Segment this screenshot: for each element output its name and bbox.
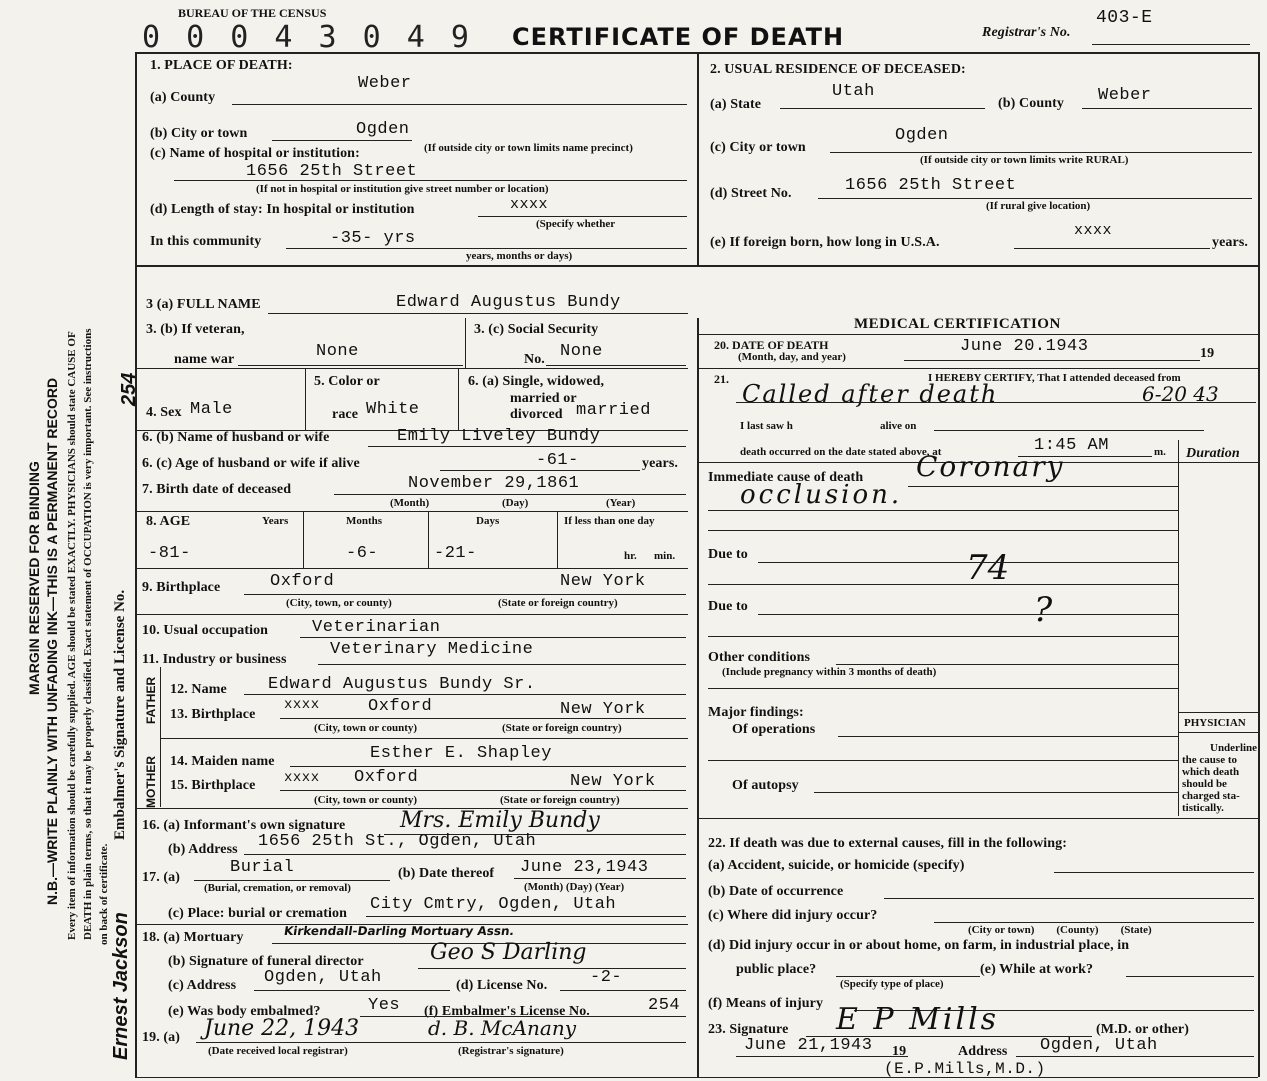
death-occurred: death occurred on the date stated above, at: [740, 446, 942, 458]
birth-year: (Year): [606, 497, 636, 509]
years-months-days: years, months or days): [466, 250, 573, 262]
called-date: 6-20 43: [1142, 382, 1219, 406]
death-m: m.: [1154, 446, 1166, 458]
marital-label-3: divorced: [510, 407, 563, 422]
embalmer-license-label: (f) Embalmer's License No.: [424, 1004, 590, 1019]
mother-bp-label: 15. Birthplace: [170, 778, 256, 793]
md-label: (M.D. or other): [1096, 1022, 1189, 1037]
full-name-label: 3 (a) FULL NAME: [146, 297, 261, 312]
physician-19: 19: [892, 1044, 907, 1059]
community-value: -35- yrs: [330, 229, 416, 248]
due1-value: 74: [966, 548, 1010, 588]
mother-bp-state: New York: [570, 772, 656, 791]
father-bp-city: Oxford: [368, 697, 433, 716]
burial-sub: (Burial, cremation, or removal): [204, 882, 351, 894]
full-name-value: Edward Augustus Bundy: [396, 293, 621, 312]
marital-label-2: married or: [510, 391, 577, 406]
father-bp-xxxx: xxxx: [284, 697, 320, 713]
informant-label: 16. (a) Informant's own signature: [142, 818, 346, 833]
ss-label: 3. (c) Social Security: [474, 322, 599, 337]
physician-note-4: should be: [1182, 778, 1227, 790]
registrar-label: Registrar's No.: [982, 25, 1071, 40]
informant-address: 1656 25th St., Ogden, Utah: [258, 832, 537, 851]
immediate-cause: Coronary: [916, 450, 1065, 483]
father-tag: FATHER: [144, 676, 158, 724]
registrar-sub: (Registrar's signature): [458, 1045, 564, 1057]
father-bp-state: New York: [560, 700, 646, 719]
mortuary-stamp: Kirkendall-Darling Mortuary Assn.: [283, 924, 516, 938]
dod-value: June 20.1943: [960, 337, 1089, 356]
mother-tag: MOTHER: [144, 756, 158, 808]
hospital-value: 1656 25th Street: [246, 162, 418, 181]
funeral-director-label: (b) Signature of funeral director: [168, 954, 364, 969]
physician-note-2: the cause to: [1182, 754, 1237, 766]
sex-value: Male: [190, 400, 233, 419]
father-name-value: Edward Augustus Bundy Sr.: [268, 675, 536, 694]
physician-address: Ogden, Utah: [1040, 1036, 1158, 1055]
mother-bp-xxxx: xxxx: [284, 770, 320, 786]
dod-label: 20. DATE OF DEATH: [714, 338, 829, 352]
last-saw: I last saw h: [740, 420, 793, 432]
file-number: 0 0 0 4 3 0 4 9: [142, 20, 473, 55]
residence-heading: 2. USUAL RESIDENCE OF DECEASED:: [710, 62, 966, 77]
birthplace-state-sub: (State or foreign country): [498, 597, 618, 609]
funeral-address: Ogden, Utah: [264, 968, 382, 987]
ss-value: None: [560, 342, 603, 361]
spouse-years: years.: [642, 456, 678, 471]
margin-reserved: MARGIN RESERVED FOR BINDING: [26, 461, 42, 695]
license-label: (d) License No.: [456, 978, 548, 993]
age-min: min.: [654, 550, 676, 562]
age-days-h: Days: [476, 515, 500, 527]
spouse-age-label: 6. (c) Age of husband or wife if alive: [142, 456, 360, 471]
death-time: 1:45 AM: [1034, 436, 1109, 455]
margin-instructions-2: DEATH in plain terms, so that it may be properly classified. Exact statement of OCCUPATION is very important. See instructions: [82, 328, 94, 940]
occupation-label: 10. Usual occupation: [142, 623, 269, 638]
stay-hospital-value: xxxx: [510, 196, 549, 213]
spouse-label: 6. (b) Name of husband or wife: [142, 430, 330, 445]
dod-sub: (Month, day, and year): [738, 351, 846, 363]
birthplace-state: New York: [560, 572, 646, 591]
city-value: Ogden: [356, 120, 410, 139]
age-days: -21-: [434, 544, 477, 563]
due1-label: Due to: [708, 547, 748, 562]
physician-date: June 21,1943: [744, 1036, 873, 1055]
received-sub: (Date received local registrar): [208, 1045, 348, 1057]
city-label: (b) City or town: [150, 126, 248, 141]
res-state-label: (a) State: [710, 97, 762, 112]
community-label: In this community: [150, 234, 262, 249]
certify-text: I HEREBY CERTIFY, That I attended deceased from: [928, 372, 1181, 384]
marital-value: married: [576, 401, 651, 420]
county-value: Weber: [358, 74, 412, 93]
hospital-label: (c) Name of hospital or institution:: [150, 146, 360, 161]
mother-bp-city-sub: (City, town or county): [314, 794, 418, 806]
res-city-value: Ogden: [895, 126, 949, 145]
external-f: (f) Means of injury: [708, 996, 824, 1011]
res-city-note: (If outside city or town limits write RURAL): [920, 154, 1129, 166]
age-months: -6-: [346, 544, 379, 563]
major-findings-label: Major findings:: [708, 705, 804, 720]
margin-instructions-1: Every item of information should be carefully supplied. AGE should be stated EXACTLY. PHYSICIANS should state CAUSE OF: [66, 331, 78, 940]
father-bp-city-sub: (City, town or county): [314, 722, 418, 734]
page-title: CERTIFICATE OF DEATH: [512, 23, 845, 51]
burial-value: Burial: [230, 858, 295, 877]
operations-label: Of operations: [732, 722, 816, 737]
due2-label: Due to: [708, 599, 748, 614]
external-heading: 22. If death was due to external causes, fill in the following:: [708, 836, 1068, 851]
margin-embalmer-no: 254: [118, 372, 140, 406]
birth-month: (Month): [390, 497, 430, 509]
sex-label: 4. Sex: [146, 405, 182, 420]
res-state-value: Utah: [832, 82, 875, 101]
registrar-number: 403-E: [1096, 8, 1153, 28]
veteran-label: 3. (b) If veteran,: [146, 322, 245, 337]
burial-date-label: (b) Date thereof: [398, 866, 495, 881]
informant-address-label: (b) Address: [168, 842, 238, 857]
war-label: name war: [174, 352, 235, 367]
mortuary-label: 18. (a) Mortuary: [142, 930, 244, 945]
called-after-death: Called after death: [742, 380, 999, 408]
registrar-signature: d. B. McAnany: [428, 1016, 577, 1040]
other-conditions-sub: (Include pregnancy within 3 months of death): [722, 666, 937, 678]
age-lt-day: If less than one day: [564, 515, 655, 527]
physician-note-6: tistically.: [1182, 802, 1224, 814]
physician-label: PHYSICIAN: [1184, 717, 1246, 729]
birth-day: (Day): [502, 497, 529, 509]
age-years-h: Years: [262, 515, 289, 527]
bureau-label: BUREAU OF THE CENSUS: [178, 6, 327, 20]
age-hr: hr.: [624, 550, 637, 562]
res-city-label: (c) City or town: [710, 140, 806, 155]
mother-bp-state-sub: (State or foreign country): [500, 794, 620, 806]
license-value: -2-: [590, 968, 623, 987]
burial-date: June 23,1943: [520, 858, 649, 877]
burial-place-label: (c) Place: burial or cremation: [168, 906, 347, 921]
funeral-director-signature: Geo S Darling: [430, 940, 587, 965]
dod-19: 19: [1200, 346, 1215, 361]
physician-note-5: charged sta-: [1182, 790, 1240, 802]
industry-value: Veterinary Medicine: [330, 640, 534, 659]
immediate-cause-2: occlusion.: [740, 480, 903, 510]
race-value: White: [366, 400, 420, 419]
res-years: years.: [1212, 235, 1248, 250]
age-years: -81-: [148, 544, 191, 563]
birth-label: 7. Birth date of deceased: [142, 482, 292, 497]
margin-embalmer-name: Ernest Jackson: [110, 912, 132, 1060]
embalmed-value: Yes: [368, 996, 401, 1015]
place-of-death-heading: 1. PLACE OF DEATH:: [150, 58, 293, 73]
physician-note-3: which death: [1182, 766, 1240, 778]
burial-label: 17. (a): [142, 870, 181, 885]
physician-address-label: Address: [958, 1044, 1008, 1059]
hospital-note: (If outside city or town limits name precinct): [424, 142, 633, 154]
autopsy-label: Of autopsy: [732, 778, 799, 793]
alive-on: alive on: [880, 420, 917, 432]
res-foreign-value: xxxx: [1074, 222, 1113, 239]
spouse-age-value: -61-: [536, 451, 579, 470]
color-label: 5. Color or: [314, 374, 380, 389]
age-label: 8. AGE: [146, 514, 191, 529]
immediate-label: Immediate cause of death: [708, 470, 864, 485]
duration-label: Duration: [1186, 446, 1240, 461]
external-b: (b) Date of occurrence: [708, 884, 844, 899]
spouse-value: Emily Liveley Bundy: [397, 427, 601, 446]
external-e: (e) While at work?: [980, 962, 1094, 977]
res-rural-note: (If rural give location): [986, 200, 1091, 212]
res-street-value: 1656 25th Street: [845, 176, 1017, 195]
due2-value: ?: [1034, 590, 1053, 630]
embalmer-license-value: 254: [648, 996, 681, 1015]
res-county-value: Weber: [1098, 86, 1152, 105]
birthplace-city-sub: (City, town, or county): [286, 597, 392, 609]
specify-whether: (Specify whether: [536, 218, 616, 230]
physician-printed-name: (E.P.Mills,M.D.): [884, 1060, 1046, 1078]
res-county-label: (b) County: [998, 96, 1064, 111]
hospital-sub: (If not in hospital or institution give street number or location): [256, 183, 549, 195]
external-d: (d) Did injury occur in or about home, on farm, in industrial place, in: [708, 938, 1130, 953]
father-bp-state-sub: (State or foreign country): [502, 722, 622, 734]
mother-name-label: 14. Maiden name: [170, 754, 275, 769]
age-months-h: Months: [346, 515, 383, 527]
res-foreign-label: (e) If foreign born, how long in U.S.A.: [710, 235, 940, 250]
burial-place: City Cmtry, Ogden, Utah: [370, 895, 617, 914]
external-a: (a) Accident, suicide, or homicide (specify): [708, 858, 965, 873]
war-value: None: [316, 342, 359, 361]
physician-signature: E P Mills: [836, 1002, 1000, 1037]
embalmed-label: (e) Was body embalmed?: [168, 1004, 321, 1019]
birthplace-label: 9. Birthplace: [142, 580, 221, 595]
industry-label: 11. Industry or business: [142, 652, 287, 667]
external-d2: public place?: [736, 962, 817, 977]
received-label: 19. (a): [142, 1030, 181, 1045]
burial-date-sub: (Month) (Day) (Year): [524, 881, 625, 893]
external-d-sub: (Specify type of place): [840, 978, 944, 990]
funeral-address-label: (c) Address: [168, 978, 237, 993]
father-bp-label: 13. Birthplace: [170, 707, 256, 722]
physician-note-1: Underline: [1210, 742, 1258, 754]
county-label: (a) County: [150, 90, 216, 105]
margin-embalmer-signature: Embalmer's Signature and License No.: [112, 589, 128, 840]
mother-bp-city: Oxford: [354, 768, 419, 787]
external-c-sub: (City or town) (County) (State): [968, 924, 1152, 936]
medical-heading: MEDICAL CERTIFICATION: [854, 316, 1061, 332]
external-c: (c) Where did injury occur?: [708, 908, 878, 923]
margin-write-plainly: N.B.—WRITE PLAINLY WITH UNFADING INK—THIS IS A PERMANENT RECORD: [44, 377, 60, 905]
occupation-value: Veterinarian: [312, 618, 441, 637]
cert-21: 21.: [714, 372, 729, 386]
father-name-label: 12. Name: [170, 682, 227, 697]
other-conditions-label: Other conditions: [708, 650, 811, 665]
mother-name-value: Esther E. Shapley: [370, 744, 552, 763]
birth-value: November 29,1861: [408, 474, 580, 493]
received-date: June 22, 1943: [204, 1016, 360, 1041]
birthplace-city: Oxford: [270, 572, 335, 591]
res-street-label: (d) Street No.: [710, 186, 792, 201]
marital-label-1: 6. (a) Single, widowed,: [468, 374, 605, 389]
margin-instructions-3: on back of certificate.: [98, 843, 110, 945]
informant-signature: Mrs. Emily Bundy: [400, 808, 600, 833]
stay-label: (d) Length of stay: In hospital or institution: [150, 202, 415, 217]
ss-no-label: No.: [524, 352, 545, 367]
race-label: race: [332, 407, 359, 422]
physician-sig-label: 23. Signature: [708, 1022, 789, 1037]
